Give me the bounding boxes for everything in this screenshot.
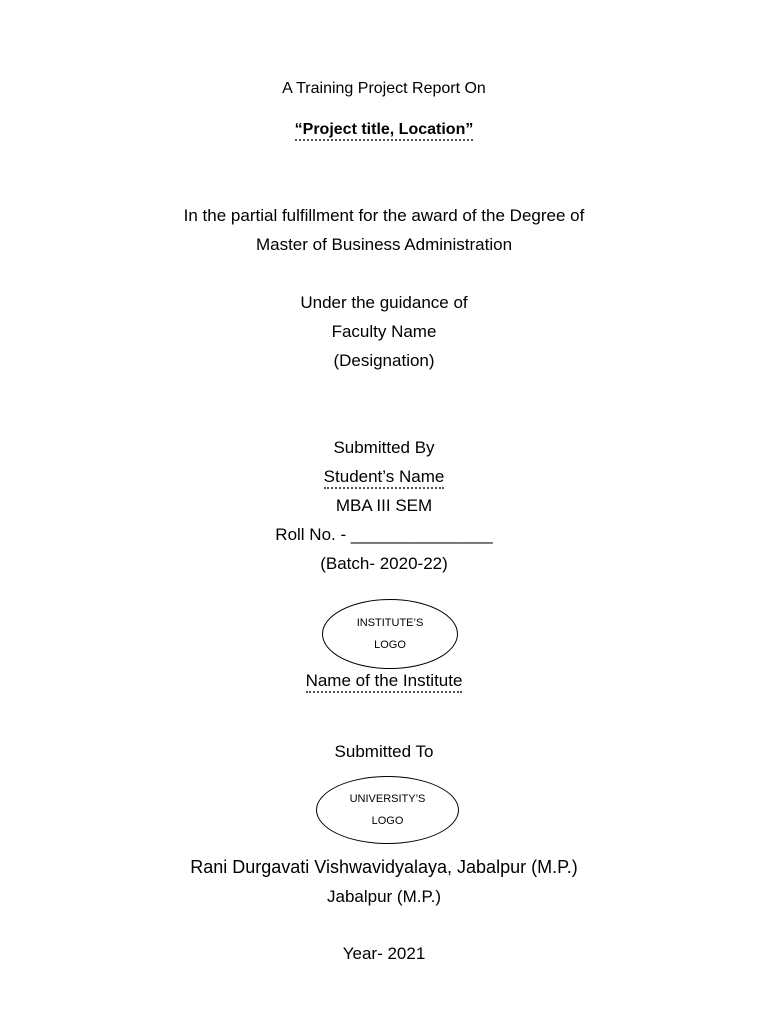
- student-name: Student’s Name: [0, 468, 768, 485]
- report-year: Year- 2021: [342, 944, 426, 963]
- designation: (Designation): [333, 351, 435, 370]
- project-title: “Project title, Location”: [0, 122, 768, 138]
- university-city: Jabalpur (M.P.): [326, 887, 441, 906]
- institute-logo-line-2: LOGO: [374, 639, 406, 651]
- university-logo-line-2: LOGO: [371, 815, 404, 827]
- semester: MBA III SEM: [335, 496, 433, 515]
- fulfillment-line-1: In the partial fulfillment for the award of the Degree of: [183, 206, 585, 225]
- faculty-name: Faculty Name: [331, 322, 437, 341]
- university-name: Rani Durgavati Vishwavidyalaya, Jabalpur (M.P.): [190, 857, 578, 877]
- university-logo-line-1: UNIVERSITY’S: [349, 793, 426, 805]
- report-heading: A Training Project Report On: [282, 80, 486, 97]
- batch: (Batch- 2020-22): [320, 554, 448, 573]
- institute-logo-line-1: INSTITUTE’S: [356, 617, 424, 629]
- institute-logo: [322, 599, 458, 669]
- submitted-by-label: Submitted By: [333, 438, 435, 457]
- submitted-to-label: Submitted To: [334, 742, 434, 761]
- fulfillment-line-2: Master of Business Administration: [255, 235, 513, 254]
- roll-number: Roll No. - _______________: [275, 525, 493, 544]
- institute-name: Name of the Institute: [0, 672, 768, 689]
- university-logo: [316, 776, 459, 844]
- guidance-label: Under the guidance of: [300, 293, 468, 312]
